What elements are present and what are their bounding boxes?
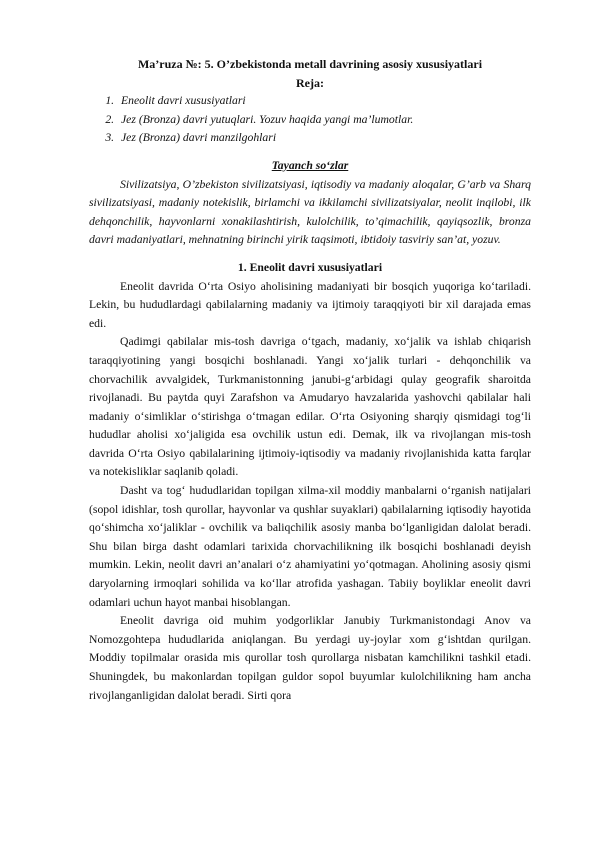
paragraph: Dasht va tog‘ hududlaridan topilgan xilma-xil moddiy manbalarni o‘rganish natijalari (sopol idishlar, tosh qurollar, hayvonlar va qushlar suyaklari) qabilalarning iqtisodiy hayotida qo‘shimcha xo‘jaliklar - ovchilik va baliqchilik asosiy manba bo‘lganligidan dalolat beradi. Shu bilan birga dasht odamlari tarixida chorvachilikning ilk bosqichi boshlanadi deyish mumkin. Lekin, neolit davri an’analari o‘z ahamiyatini yo‘qotmagan. Aholining asosiy qismi daryolarning irmoqlari sohilida va ko‘llar atrofida yashagan. Tabiiy boyliklar eneolit davri odamlari uchun hayot manbai hisoblangan. <box>89 484 531 609</box>
document-content <box>89 55 531 705</box>
keywords-text: Sivilizatsiya, O’zbekiston sivilizatsiyasi, iqtisodiy va madaniy aloqalar, G’arb va Sharq sivilizatsiyasi, madaniy notekislik, birlamchi va ikkilamchi sivilizatsiyalar, neolit inqilobi, ilk dehqonchilik, hayvonlarni xonakilashtirish, kulolchilik, to’qimachilik, qayiqsozlik, bronza davri madaniyatlari, mehnatning birinchi yirik taqsimoti, ibtidoiy tasviriy san’at, yozuv. <box>89 177 531 247</box>
paragraph: Qadimgi qabilalar mis-tosh davriga o‘tgach, madaniy, xo‘jalik va ishlab chiqarish taraqqiyotining yangi bosqichi boshlanadi. Yangi xo‘jalik turlari - dehqonchilik va chorvachilik avvalgidek, Turkmanistonning janubi-g‘arbidagi qulay geografik sharoitda rivojlanadi. Bu paytda quyi Zarafshon va Amudaryo havzalarida yashovchi qabilalar hali madaniy o‘simliklar o‘stirishga o‘tmagan edilar. O‘rta Osiyoning sharqiy qismidagi tog‘li hududlar aholisi xo‘jaligida esa ovchilik ustun edi. Demak, ilk va rivojlangan mis-tosh davrida O‘rta Osiyo qabilalarining ijtimoiy-iqtisodiy va madaniy rivojlanishida katta farqlar va notekisliklar saqlanib qoladi. <box>89 335 531 479</box>
plan-item: 1. Eneolit davri xususiyatlari <box>117 92 531 111</box>
section-heading: 1. Eneolit davri xususiyatlari <box>237 260 383 274</box>
plan-list <box>89 92 531 148</box>
plan-item: 2. Jez (Bronza) davri yutuqlari. Yozuv haqida yangi ma’lumotlar. <box>117 111 531 130</box>
paragraph: Eneolit davrida O‘rta Osiyo aholisining madaniyati bir bosqich yuqoriga ko‘tariladi. Lekin, bu hududlardagi qabilalarning madaniy va ijtimoiy taraqqiyoti bir xil darajada emas edi. <box>89 279 531 330</box>
plan-heading: Reja: <box>296 75 324 90</box>
paragraph: Eneolit davriga oid muhim yodgorliklar Janubiy Turkmanistondagi Anov va Nomozgohtepa hududlarida aniqlangan. Bu yerdagi uy-joylar xom g‘ishtdan qurilgan. Moddiy topilmalar orasida mis qurollar tosh qurollarga nisbatan kamchilikni tashkil etadi. Shuningdek, bu makonlardan topilgan guldor sopol buyumlar kulolchilikning ham ancha rivojlanganligidan dalolat beradi. Sirti qora <box>89 614 531 702</box>
lecture-title: Ma’ruza №: 5. O’zbekistonda metall davrining asosiy xususiyatlari <box>137 57 483 71</box>
keywords-heading: Tayanch so‘zlar <box>271 158 349 172</box>
plan-item: 3. Jez (Bronza) davri manzilgohlari <box>117 129 531 148</box>
